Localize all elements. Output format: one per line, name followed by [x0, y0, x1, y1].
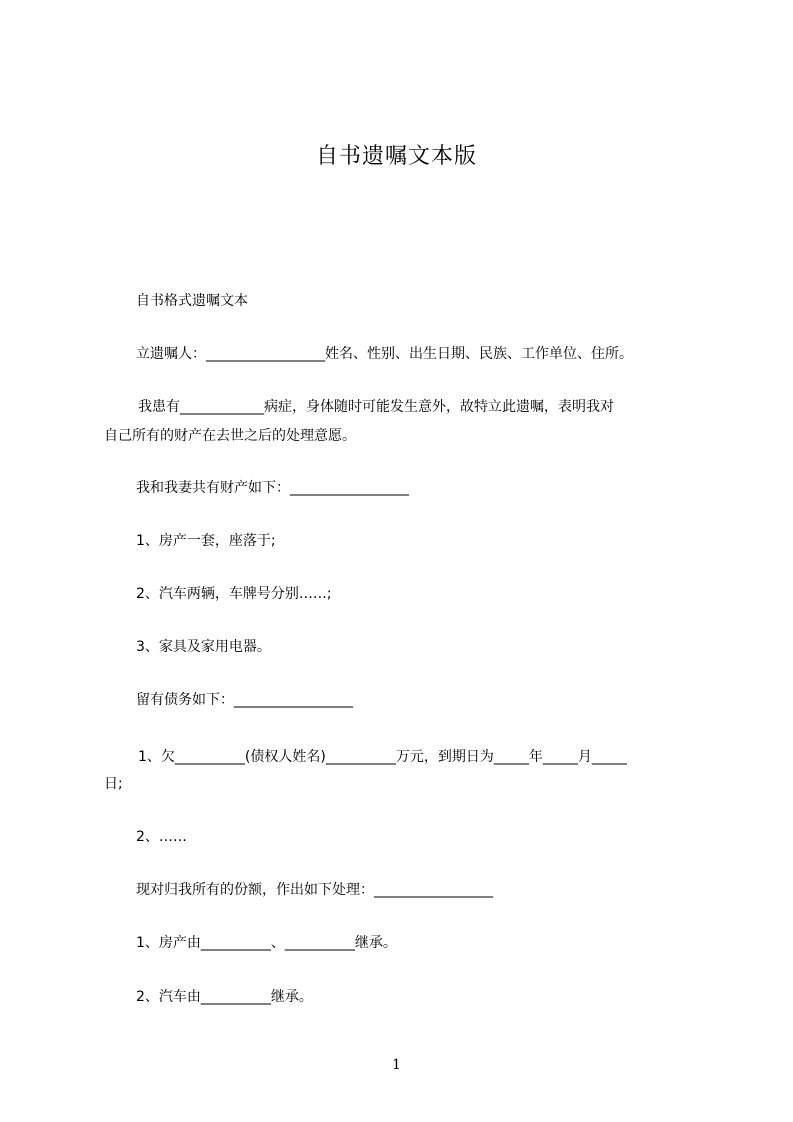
disposition-item-house: 1、房产由__________、__________继承。 — [136, 935, 397, 951]
testator-paragraph: 立遗嘱人：_________________姓名、性别、出生日期、民族、工作单位、住所。 — [136, 346, 633, 362]
page-title: 自书遗嘱文本版 — [315, 144, 477, 169]
disposition-item-cars: 2、汽车由__________继承。 — [136, 989, 313, 1005]
debt-item-1-line-1: 1、欠__________(债权人姓名)__________万元，到期日为_____年_____月_____ — [138, 749, 627, 765]
debts-paragraph: 留有债务如下：_________________ — [136, 692, 353, 708]
debt-item-2: 2、…… — [136, 829, 187, 845]
property-item-cars: 2、汽车两辆，车牌号分别……; — [136, 586, 332, 602]
page-number: 1 — [392, 1057, 401, 1073]
illness-paragraph-line-1: 我患有____________病症，身体随时可能发生意外，故特立此遗嘱，表明我对 — [138, 399, 614, 415]
debt-item-1-line-2: 日; — [104, 776, 123, 792]
property-item-house: 1、房产一套，座落于; — [136, 533, 276, 549]
illness-paragraph-line-2: 自己所有的财产在去世之后的处理意愿。 — [104, 428, 356, 444]
property-item-furniture: 3、家具及家用电器。 — [136, 639, 271, 655]
disposition-paragraph: 现对归我所有的份额，作出如下处理：_________________ — [136, 882, 493, 898]
joint-property-paragraph: 我和我妻共有财产如下：_________________ — [136, 480, 409, 496]
subtitle-paragraph: 自书格式遗嘱文本 — [136, 293, 248, 309]
